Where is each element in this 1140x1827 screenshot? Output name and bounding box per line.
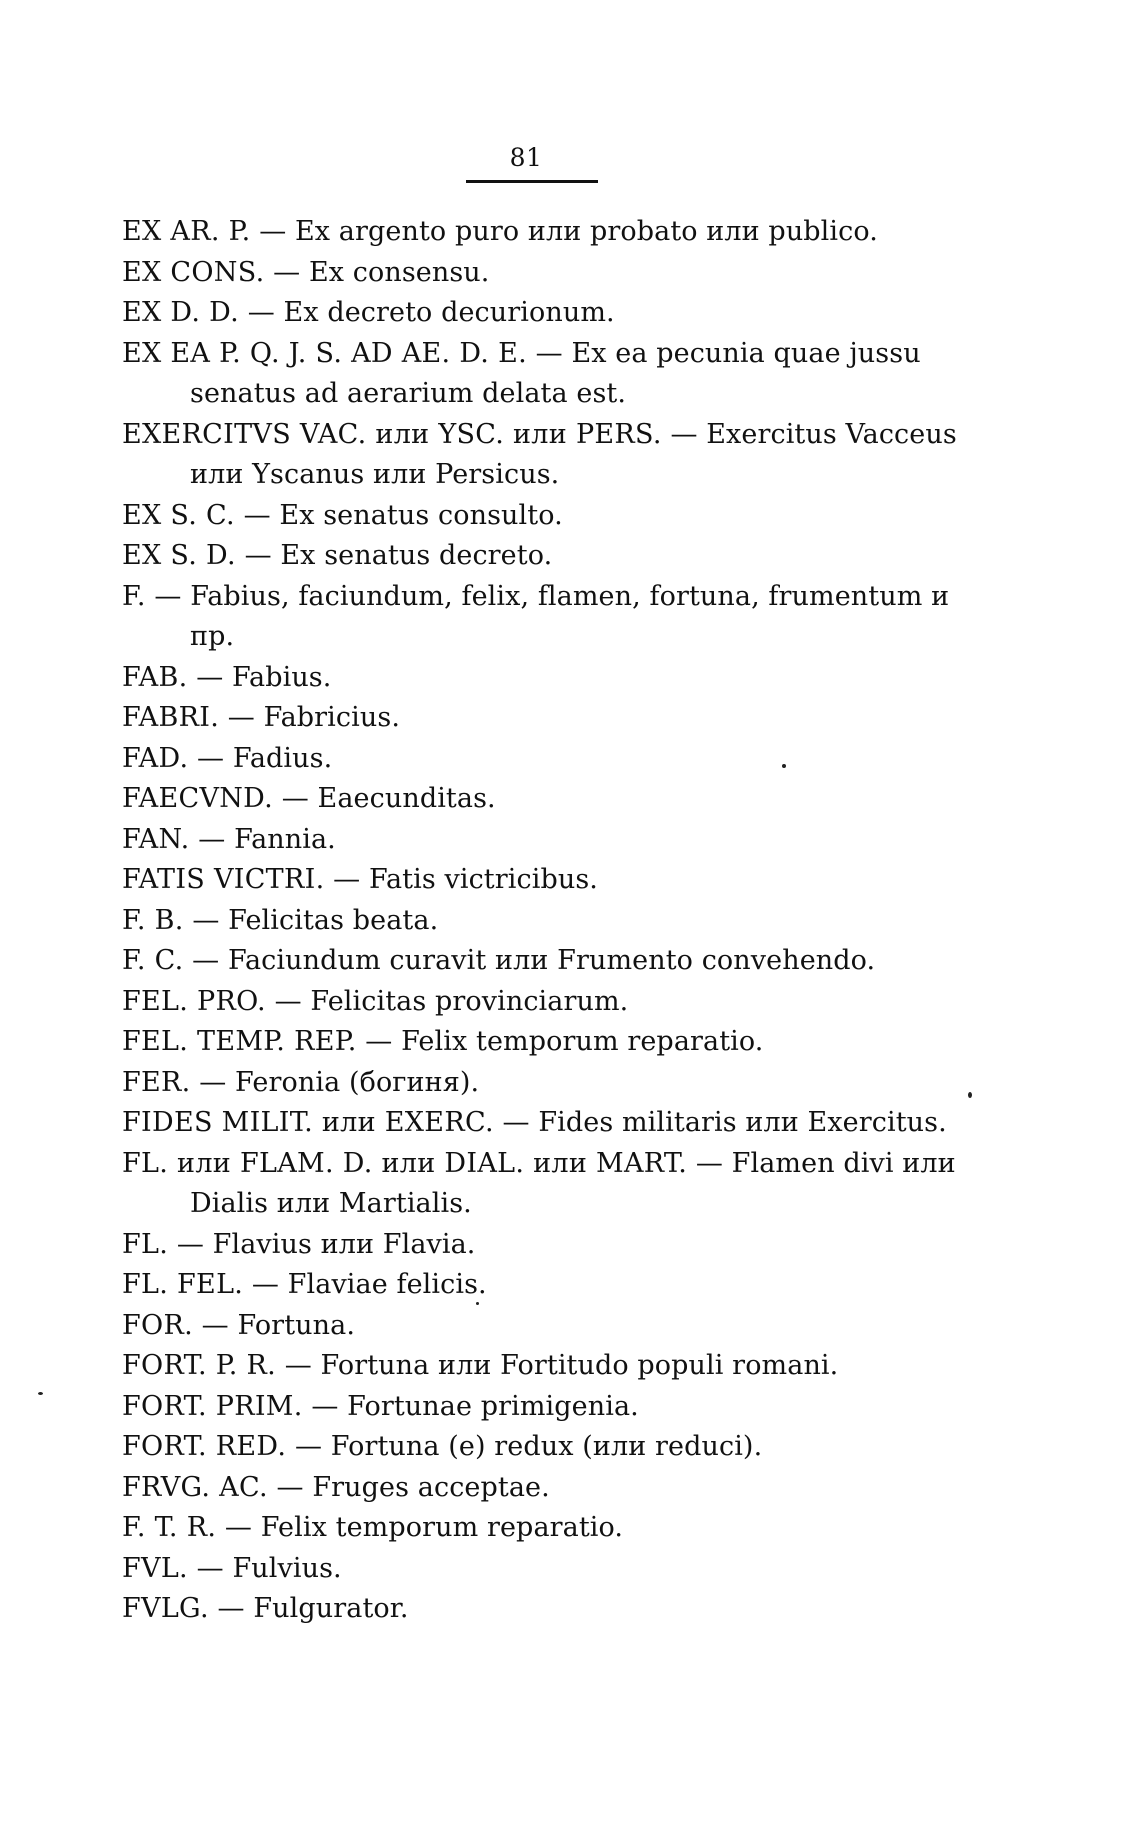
entry-dash: — [284, 1350, 312, 1381]
page-number-rule [466, 180, 598, 183]
entry-expansion: Fabricius. [263, 702, 401, 733]
abbreviation-entry [122, 334, 982, 415]
abbreviation-entry [122, 1508, 982, 1549]
entry-abbreviation: EX EA P. Q. J. S. AD AE. D. E. [122, 337, 527, 369]
entry-expansion: Ex senatus decreto. [280, 540, 553, 571]
entry-expansion: Fides militaris или Exercitus. [538, 1107, 947, 1138]
entry-abbreviation: EX CONS. [122, 256, 265, 288]
entry-dash: — [176, 1228, 204, 1260]
entry-expansion: Fulgurator. [253, 1593, 409, 1624]
entry-expansion: Felix temporum reparatio. [260, 1512, 624, 1543]
abbreviation-entry [122, 901, 982, 942]
entry-abbreviation: FOR. [122, 1309, 193, 1341]
entry-dash: — [281, 783, 309, 814]
abbreviation-entry [122, 779, 982, 820]
entry-abbreviation: EX AR. P. [122, 216, 251, 247]
entry-dash: — [217, 1593, 245, 1624]
entry-dash: — [333, 864, 361, 895]
entry-dash: — [695, 1147, 723, 1179]
abbreviation-entry [122, 1549, 982, 1590]
entry-expansion: Felicitas provinciarum. [310, 985, 629, 1017]
entry-expansion: Flaviae felicis. [287, 1269, 487, 1300]
scan-speck [38, 1392, 43, 1395]
abbreviation-entry [122, 1427, 982, 1468]
entry-abbreviation: FEL. TEMP. REP. [122, 1026, 357, 1057]
entry-dash: — [276, 1471, 304, 1503]
entry-dash: — [197, 742, 225, 774]
entry-expansion: Fatis victricibus. [368, 864, 598, 895]
entry-abbreviation: FL. FEL. [122, 1269, 244, 1300]
abbreviation-entry [122, 1589, 982, 1630]
entry-abbreviation: FL. или FLAM. D. или DIAL. или MART. [122, 1147, 688, 1179]
entry-abbreviation: FABRI. [122, 702, 220, 733]
abbreviation-entry [122, 658, 982, 699]
entry-dash: — [244, 540, 272, 571]
entry-dash: — [227, 702, 255, 733]
entry-dash: — [502, 1107, 530, 1138]
abbreviation-entry [122, 1306, 982, 1347]
entry-expansion: Fortuna или Fortitudo populi romani. [320, 1350, 839, 1381]
entry-expansion: Felix temporum reparatio. [401, 1026, 764, 1057]
entry-expansion: Ex senatus consulto. [279, 499, 563, 531]
entry-abbreviation: FVLG. [122, 1593, 209, 1624]
entry-abbreviation: FAD. [122, 742, 189, 774]
entry-dash: — [198, 823, 226, 855]
entry-dash: — [199, 1066, 227, 1098]
abbreviation-entry [122, 1063, 982, 1104]
entry-dash: — [251, 1269, 279, 1300]
abbreviation-entry [122, 1468, 982, 1509]
entry-dash: — [201, 1309, 229, 1341]
page-number: 81 [509, 143, 543, 172]
entry-abbreviation: FATIS VICTRI. [122, 864, 325, 895]
abbreviation-entry [122, 253, 982, 294]
scan-speck [968, 1092, 972, 1098]
abbreviation-entry [122, 739, 982, 780]
entry-dash: — [273, 256, 301, 288]
entry-expansion: Fortunae primigenia. [347, 1390, 639, 1422]
entry-expansion: Fadius. [232, 742, 333, 774]
entry-dash: — [294, 1431, 323, 1462]
entry-abbreviation: F. C. [122, 945, 184, 976]
entry-expansion: Flamen divi или Dialis или Martialis. [190, 1147, 956, 1219]
abbreviation-entry [122, 1265, 982, 1306]
abbreviation-list [122, 212, 982, 1630]
entry-dash: — [192, 945, 220, 976]
entry-expansion: Faciundum curavit или Frumento convehendo. [227, 945, 876, 976]
abbreviation-entry [122, 698, 982, 739]
entry-abbreviation: FORT. RED. [122, 1431, 287, 1462]
entry-expansion: Felicitas beata. [228, 904, 439, 936]
entry-dash: — [670, 418, 698, 450]
entry-abbreviation: FER. [122, 1066, 191, 1098]
entry-expansion: Eaecunditas. [317, 783, 496, 814]
abbreviation-entry [122, 860, 982, 901]
abbreviation-entry [122, 1346, 982, 1387]
entry-abbreviation: FAN. [122, 823, 190, 855]
entry-expansion: Ex decreto decurionum. [283, 297, 615, 328]
entry-abbreviation: FORT. PRIM. [122, 1390, 303, 1422]
entry-abbreviation: F. T. R. [122, 1512, 217, 1543]
entry-expansion: Fortuna. [237, 1309, 355, 1341]
entry-dash: — [247, 297, 275, 328]
abbreviation-entry [122, 415, 982, 496]
entry-abbreviation: FAB. [122, 661, 188, 693]
scan-speck [476, 1302, 479, 1305]
entry-abbreviation: F. B. [122, 904, 184, 936]
abbreviation-entry [122, 212, 982, 253]
entry-dash: — [243, 499, 271, 531]
abbreviation-entry [122, 1103, 982, 1144]
entry-expansion: Fabius. [232, 661, 332, 693]
entry-dash: — [274, 985, 302, 1017]
abbreviation-entry [122, 577, 982, 658]
entry-expansion: Ex ea pecunia quae jussu senatus ad aerarium delata est. [190, 337, 921, 409]
entry-expansion: Ex argento puro или probato или publico. [294, 216, 878, 247]
entry-abbreviation: FIDES MILIT. или EXERC. [122, 1107, 494, 1138]
entry-abbreviation: F. [122, 580, 146, 612]
entry-expansion: Fabius, faciundum, felix, flamen, fortuna, frumentum и пр. [190, 580, 950, 652]
scan-speck [782, 764, 786, 768]
entry-abbreviation: FEL. PRO. [122, 985, 266, 1017]
entry-dash: — [224, 1512, 253, 1543]
entry-abbreviation: FAECVND. [122, 783, 274, 814]
entry-expansion: Feronia (богиня). [235, 1066, 480, 1098]
entry-dash: — [365, 1026, 393, 1057]
entry-expansion: Ex consensu. [308, 256, 490, 288]
entry-expansion: Fulvius. [232, 1552, 342, 1584]
abbreviation-entry [122, 941, 982, 982]
entry-expansion: Fortuna (e) redux (или reduci). [330, 1431, 763, 1462]
entry-expansion: Exercitus Vacceus или Yscanus или Persicus. [190, 418, 957, 490]
entry-expansion: Flavius или Flavia. [212, 1228, 476, 1260]
abbreviation-entry [122, 982, 982, 1023]
abbreviation-entry [122, 536, 982, 577]
entry-abbreviation: EX S. C. [122, 499, 235, 531]
entry-abbreviation: FRVG. AC. [122, 1471, 268, 1503]
entry-dash: — [311, 1390, 339, 1422]
entry-expansion: Fruges acceptae. [312, 1471, 550, 1503]
entry-abbreviation: EXERCITVS VAC. или YSC. или PERS. [122, 418, 662, 450]
abbreviation-entry [122, 1144, 982, 1225]
entry-abbreviation: FL. [122, 1228, 169, 1260]
entry-dash: — [192, 904, 220, 936]
abbreviation-entry [122, 1387, 982, 1428]
entry-dash: — [196, 1552, 224, 1584]
entry-abbreviation: FORT. P. R. [122, 1350, 277, 1381]
entry-dash: — [154, 580, 182, 612]
entry-abbreviation: EX S. D. [122, 540, 236, 571]
entry-abbreviation: FVL. [122, 1552, 188, 1584]
abbreviation-entry [122, 1022, 982, 1063]
abbreviation-entry [122, 293, 982, 334]
entry-dash: — [196, 661, 224, 693]
abbreviation-entry [122, 1225, 982, 1266]
entry-abbreviation: EX D. D. [122, 297, 240, 328]
entry-dash: — [259, 216, 287, 247]
entry-expansion: Fannia. [234, 823, 336, 855]
abbreviation-entry [122, 820, 982, 861]
entry-dash: — [535, 337, 563, 369]
abbreviation-entry [122, 496, 982, 537]
